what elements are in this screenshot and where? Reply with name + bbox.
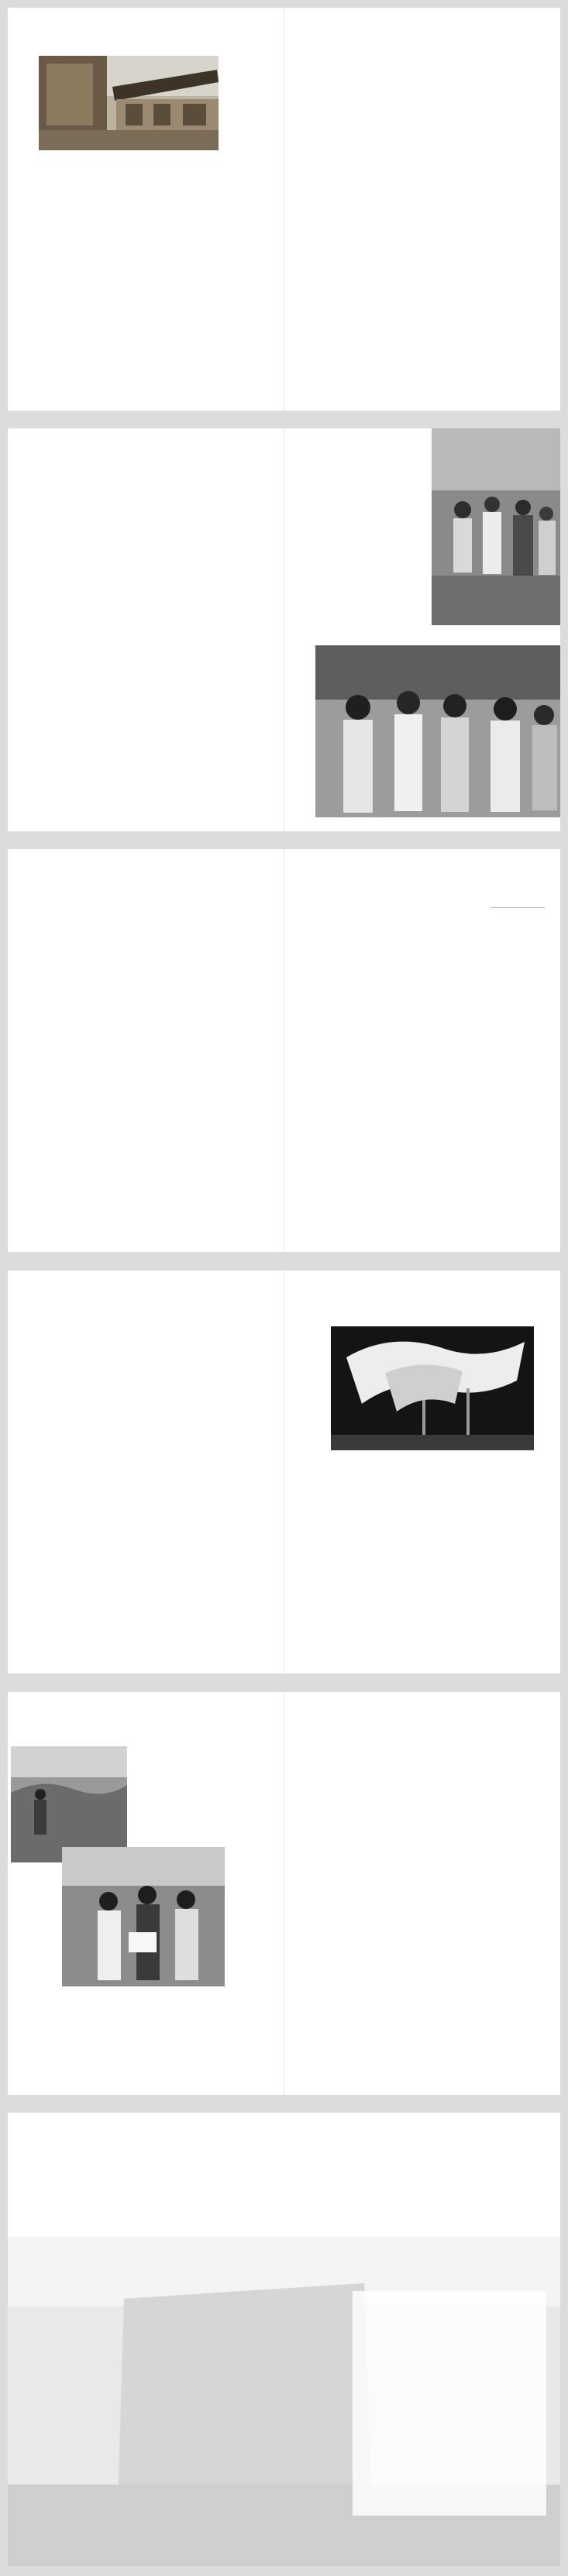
poem-divider bbox=[491, 907, 545, 908]
left-page-body bbox=[39, 161, 219, 347]
left-page bbox=[8, 8, 284, 411]
right-page bbox=[284, 1692, 560, 2095]
left-folio bbox=[25, 2082, 33, 2088]
book-spread-4 bbox=[8, 1271, 560, 1673]
house-photo bbox=[39, 56, 219, 150]
left-page bbox=[8, 1692, 284, 2095]
left-folio bbox=[25, 1661, 33, 1666]
right-page bbox=[284, 1271, 560, 1673]
left-page bbox=[8, 849, 284, 1252]
right-page bbox=[284, 8, 560, 411]
section-opener bbox=[353, 2182, 539, 2186]
left-folio bbox=[25, 819, 33, 824]
book-spread-2 bbox=[8, 428, 560, 831]
right-folio bbox=[535, 1240, 543, 1245]
poem-source bbox=[359, 902, 545, 915]
sculpture-photo bbox=[331, 1326, 534, 1450]
right-page-body bbox=[301, 1740, 534, 2065]
book-spread-3 bbox=[8, 849, 560, 1252]
right-page-body bbox=[301, 56, 534, 358]
mountain-photo bbox=[11, 1746, 127, 1862]
group-photo-top bbox=[432, 428, 560, 625]
group-photo-bottom bbox=[315, 645, 560, 817]
book-spread-5 bbox=[8, 1692, 560, 2095]
text-box bbox=[353, 2291, 546, 2516]
left-page-body bbox=[34, 897, 237, 1207]
left-page bbox=[8, 428, 284, 831]
right-page bbox=[284, 849, 560, 1252]
poem-block bbox=[359, 896, 545, 915]
right-folio bbox=[535, 2082, 543, 2088]
photo-caption bbox=[301, 545, 425, 548]
left-folio bbox=[25, 398, 33, 404]
book-spread-1 bbox=[8, 8, 560, 411]
monument-stone-photo bbox=[8, 2237, 560, 2566]
right-folio bbox=[535, 1661, 543, 1666]
left-page-body bbox=[34, 1319, 237, 1636]
left-page bbox=[8, 1271, 284, 1673]
left-folio bbox=[25, 1240, 33, 1245]
right-page bbox=[284, 428, 560, 831]
book-spread-6 bbox=[8, 2113, 560, 2566]
hikers-photo bbox=[62, 1847, 225, 1986]
right-folio bbox=[535, 398, 543, 404]
left-page-body bbox=[34, 476, 237, 786]
